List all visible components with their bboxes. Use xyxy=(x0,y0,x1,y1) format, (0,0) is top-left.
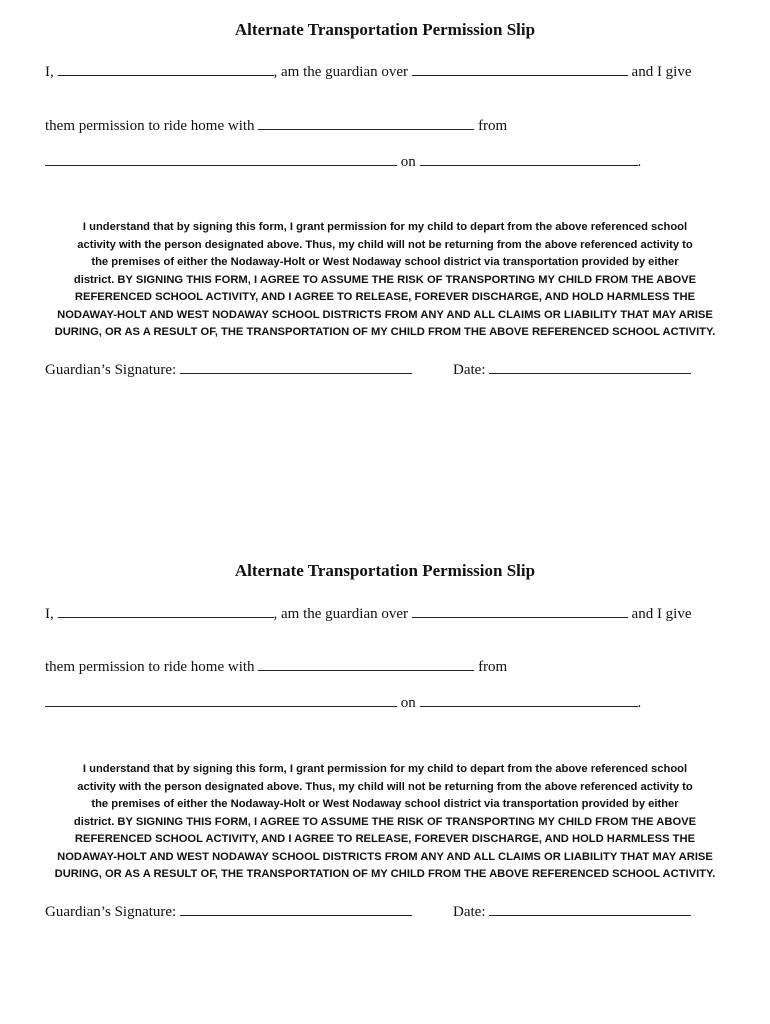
line-text: I, xyxy=(45,64,54,80)
activity-field[interactable] xyxy=(45,151,397,166)
activity-line xyxy=(45,151,641,171)
line-text: them permission to ride home with xyxy=(45,659,255,675)
legal-line: the premises of either the Nodaway-Holt or West Nodaway school district via transportation provided by either xyxy=(91,256,679,268)
child-name-field[interactable] xyxy=(412,61,628,76)
line-text: and I give xyxy=(631,606,692,622)
line-text: them permission to ride home with xyxy=(45,118,255,134)
legal-line: activity with the person designated above. Thus, my child will not be returning from the above referenced activity to xyxy=(77,780,693,793)
guardian-line xyxy=(45,61,692,81)
line-text: on xyxy=(400,154,416,170)
line-text: . xyxy=(637,154,642,170)
child-name-field[interactable] xyxy=(412,603,628,618)
signature-field[interactable] xyxy=(180,901,412,916)
legal-line: NODAWAY-HOLT AND WEST NODAWAY SCHOOL DISTRICTS FROM ANY AND ALL CLAIMS OR LIABILITY THAT MAY ARISE xyxy=(57,308,713,321)
legal-line: activity with the person designated above. Thus, my child will not be returning from the above referenced activity to xyxy=(77,238,693,251)
legal-line: REFERENCED SCHOOL ACTIVITY, AND I AGREE TO RELEASE, FOREVER DISCHARGE, AND HOLD HARMLESS THE xyxy=(74,291,696,303)
guardian-name-field[interactable] xyxy=(58,603,274,618)
activity-date-field[interactable] xyxy=(420,692,638,707)
driver-name-field[interactable] xyxy=(258,115,474,130)
date-line xyxy=(453,359,691,379)
ride-home-line xyxy=(45,656,507,676)
legal-statement xyxy=(40,761,730,884)
guardian-line xyxy=(45,603,692,623)
legal-line: NODAWAY-HOLT AND WEST NODAWAY SCHOOL DISTRICTS FROM ANY AND ALL CLAIMS OR LIABILITY THAT MAY ARISE xyxy=(57,850,713,863)
line-text: from xyxy=(478,659,508,675)
signature-line xyxy=(45,359,412,379)
legal-line: the premises of either the Nodaway-Holt or West Nodaway school district via transportation provided by either xyxy=(91,798,679,810)
slip-title: Alternate Transportation Permission Slip xyxy=(234,561,536,580)
legal-line: I understand that by signing this form, I grant permission for my child to depart from the above referenced school xyxy=(82,763,688,775)
legal-line: DURING, OR AS A RESULT OF, THE TRANSPORTATION OF MY CHILD FROM THE ABOVE REFERENCED SCHOOL ACTIVITY. xyxy=(54,868,716,880)
date-field[interactable] xyxy=(489,359,691,374)
driver-name-field[interactable] xyxy=(258,656,474,671)
legal-line: REFERENCED SCHOOL ACTIVITY, AND I AGREE TO RELEASE, FOREVER DISCHARGE, AND HOLD HARMLESS THE xyxy=(74,833,696,845)
signature-field[interactable] xyxy=(180,359,412,374)
signature-label: Guardian’s Signature: xyxy=(45,362,177,378)
line-text: , am the guardian over xyxy=(273,64,409,80)
ride-home-line xyxy=(45,115,507,135)
line-text: on xyxy=(400,695,416,711)
line-text: from xyxy=(478,118,508,134)
date-label: Date: xyxy=(453,904,486,920)
guardian-name-field[interactable] xyxy=(58,61,274,76)
date-label: Date: xyxy=(453,362,486,378)
line-text: . xyxy=(637,695,642,711)
legal-line: DURING, OR AS A RESULT OF, THE TRANSPORTATION OF MY CHILD FROM THE ABOVE REFERENCED SCHOOL ACTIVITY. xyxy=(54,326,716,338)
signature-label: Guardian’s Signature: xyxy=(45,904,177,920)
activity-date-field[interactable] xyxy=(420,151,638,166)
date-field[interactable] xyxy=(489,901,691,916)
legal-statement xyxy=(40,219,730,342)
legal-line: district. BY SIGNING THIS FORM, I AGREE TO ASSUME THE RISK OF TRANSPORTING MY CHILD FROM THE ABOVE xyxy=(73,815,697,828)
date-line xyxy=(453,901,691,921)
activity-field[interactable] xyxy=(45,692,397,707)
activity-line xyxy=(45,692,641,712)
line-text: , am the guardian over xyxy=(273,606,409,622)
line-text: I, xyxy=(45,606,54,622)
line-text: and I give xyxy=(631,64,692,80)
legal-line: I understand that by signing this form, I grant permission for my child to depart from the above referenced school xyxy=(82,221,688,233)
signature-line xyxy=(45,901,412,921)
legal-line: district. BY SIGNING THIS FORM, I AGREE TO ASSUME THE RISK OF TRANSPORTING MY CHILD FROM THE ABOVE xyxy=(73,273,697,286)
slip-title: Alternate Transportation Permission Slip xyxy=(234,20,536,39)
